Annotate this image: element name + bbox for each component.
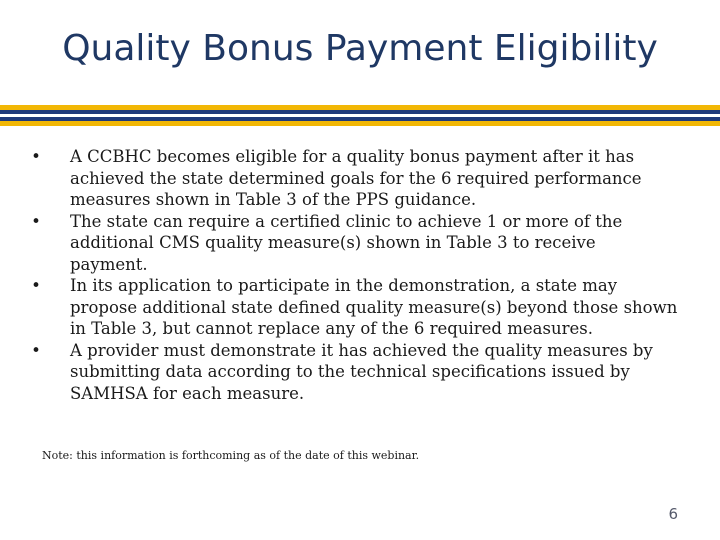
bullet-text: A CCBHC becomes eligible for a quality bonus payment after it has achieved the state determined goals for the 6 required performance measures shown in Table 3 of the PPS guidance. — [70, 147, 642, 209]
bullet-icon: • — [31, 340, 41, 360]
bullet-icon: • — [31, 276, 41, 295]
stripe-gold-bottom — [0, 121, 720, 126]
bullet-item — [28, 211, 678, 276]
bullet-item — [28, 275, 678, 340]
footnote: Note: this information is forthcoming as of the date of this webinar. — [42, 449, 420, 462]
bullet-text: The state can require a certified clinic to achieve 1 or more of the additional CMS quality measure(s) shown in Table 3 to receive payment. — [70, 211, 623, 274]
bullet-text: In its application to participate in the demonstration, a state may propose additional state defined quality measure(s) beyond those shown in Table 3, but cannot replace any of the 6 required measures. — [70, 276, 678, 338]
bullet-icon: • — [31, 147, 41, 166]
page-number: 6 — [668, 505, 678, 523]
bullet-icon: • — [31, 211, 41, 231]
bullet-text: A provider must demonstrate it has achieved the quality measures by submitting data according to the technical specifications issued by SAMHSA for each measure. — [70, 340, 653, 403]
bullet-item — [28, 340, 678, 405]
bullet-item — [28, 146, 678, 211]
slide-title: Quality Bonus Payment Eligibility — [62, 28, 658, 69]
bullet-list — [28, 146, 678, 404]
